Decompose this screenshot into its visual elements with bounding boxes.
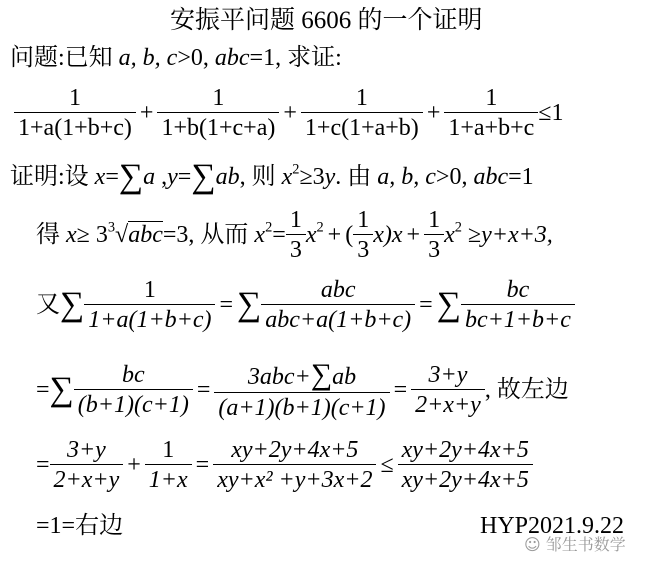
frac-you-2: $\frac{\text{abc}}{\text{abc+a(1+b+c)}}$ [261,278,415,332]
wechat-icon: ☺ [524,535,541,554]
watermark: ☺ 邹生书数学 [524,535,626,554]
fraction-3: $\frac{1}{1+c(1+a+b)}$ [301,86,423,140]
fraction-2: $\frac{1}{1+b(1+c+a)}$ [157,86,279,140]
problem-label: 问题:已知 [10,45,119,71]
problem-eq: =1, 求证: [249,45,342,71]
frac-eq-2: $\frac{\text{3abc+∑ab}}{(a+1)(b+1)(c+1)}$ [214,360,389,420]
frac-you-3: $\frac{bc}{bc+1+b+c}$ [461,278,575,332]
frac-eq-3: $\frac{3+y}{2+x+y}$ [411,363,485,417]
proof-simplify: =∑ $\frac{bc}{(b+1)(c+1)}$ = $\frac{\text{3abc+∑ab}}{(a+1)(b+1)(c+1)}$ = $\frac{3+y}{2+x+y}$ , 故左边 [36,358,569,421]
frac-you-1: $\frac{1}{1+a(1+b+c)}$ [84,278,215,332]
problem-statement [10,46,342,70]
problem-vars: a, b, c [118,45,178,71]
frac-last-1: $\frac{3+y}{2+x+y}$ [50,438,124,492]
problem-abc: abc [214,45,250,71]
frac-last-4: $\frac{xy+2y+4x+5}{xy+2y+4x+5}$ [398,438,533,492]
frac-last-3: $\frac{xy+2y+4x+5}{\text{xy+x² +y+3x+2}}$ [213,438,376,492]
one-third-c: $\frac{1}{3}$ [424,208,444,262]
proof-setup: 证明:设 x=∑a ,y=∑ab, 则 $x^2\ge 3y$. 由 a, b, c>0, abc=1 [10,158,534,195]
frac-last-2: $\frac{1}{1+x}$ [145,438,192,492]
proof-amgm: 得 $x\ge 3^3√abc=3$, 从而 $x^2=$ $\frac{1}{3}$ $x^2$ + ( $\frac{1}{3}$ x)x + $\frac{1}{3}$ $x^2 \ge y+x+3$, [36,207,553,263]
proof-conclusion: =1=右边 [36,513,124,539]
author-signature: HYP2021.9.22 [480,513,625,539]
one-third-a: $\frac{1}{3}$ [286,208,306,262]
fraction-1: $\frac{1}{1+a(1+b+c)}$ [14,86,136,140]
one-third-b: $\frac{1}{3}$ [353,208,373,262]
fraction-4: $\frac{1}{1+a+b+c}$ [444,86,538,140]
problem-inequality: $\frac{1}{1+a(1+b+c)}$ + $\frac{1}{1+b(1+c+a)}$ + $\frac{1}{1+c(1+a+b)}$ + $\frac{1}{1+a+b+c}$ ≤1 [14,86,563,140]
proof-transform: 又∑ $\frac{1}{1+a(1+b+c)}$ = ∑ $\frac{\text{abc}}{\text{abc+a(1+b+c)}}$ = ∑ $\frac{bc}{bc+1+b+c}$ [36,278,575,332]
proof-final: = $\frac{3+y}{2+x+y}$ + $\frac{1}{1+x}$ = $\frac{xy+2y+4x+5}{\text{xy+x² +y+3x+2}}$ ≤ $\frac{xy+2y+4x+5}{xy+2y+4x+5}$ [36,438,533,492]
problem-rel: >0, [177,45,215,71]
frac-eq-1: $\frac{bc}{(b+1)(c+1)}$ [74,363,193,417]
page-title: 安振平问题 6606 的一个证明 [170,7,483,34]
leq-one: ≤1 [538,100,564,126]
